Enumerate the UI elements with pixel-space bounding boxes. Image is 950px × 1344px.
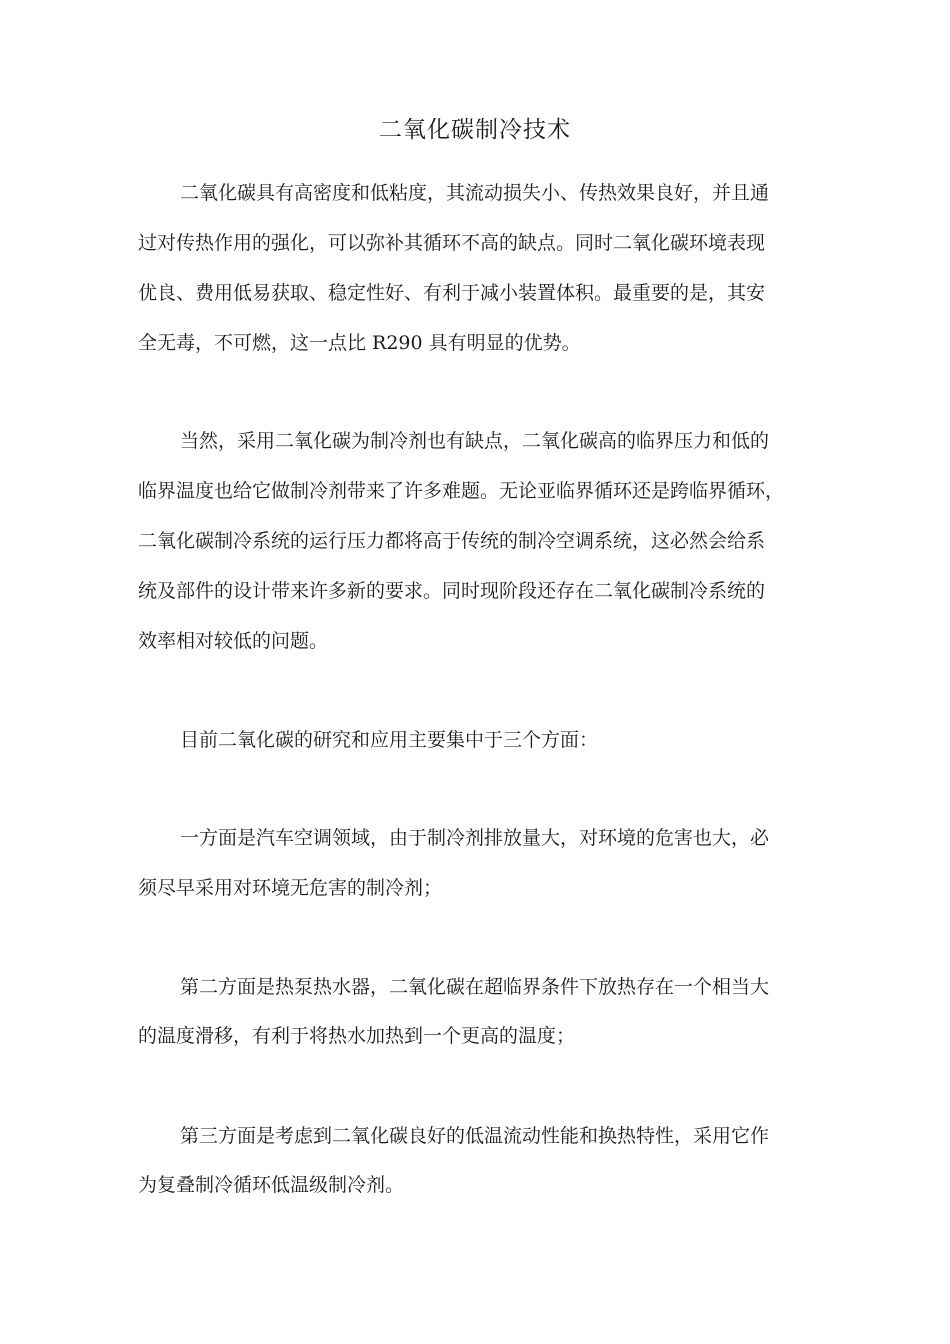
- paragraph-2-line-1: 当然，采用二氧化碳为制冷剂也有缺点，二氧化碳高的临界压力和低的: [180, 430, 770, 452]
- paragraph-5-line-2: 的温度滑移，有利于将热水加热到一个更高的温度；: [138, 1025, 576, 1047]
- paragraph-2-line-5: 效率相对较低的问题。: [138, 630, 329, 652]
- paragraph-1-line-4: 全无毒，不可燃，这一点比 R290 具有明显的优势。: [138, 332, 581, 354]
- paragraph-2-line-2: 临界温度也给它做制冷剂带来了许多难题。无论亚临界循环还是跨临界循环，: [138, 480, 785, 502]
- document-title: 二氧化碳制冷技术: [379, 117, 571, 143]
- paragraph-1-line-1: 二氧化碳具有高密度和低粘度，其流动损失小、传热效果良好，并且通: [180, 182, 770, 204]
- paragraph-4-line-2: 须尽早采用对环境无危害的制冷剂；: [138, 877, 443, 899]
- paragraph-1-line-2: 过对传热作用的强化，可以弥补其循环不高的缺点。同时二氧化碳环境表现: [138, 232, 766, 254]
- paragraph-5-line-1: 第二方面是热泵热水器，二氧化碳在超临界条件下放热存在一个相当大: [180, 976, 770, 998]
- paragraph-2-line-3: 二氧化碳制冷系统的运行压力都将高于传统的制冷空调系统，这必然会给系: [138, 530, 766, 552]
- paragraph-3-line-1: 目前二氧化碳的研究和应用主要集中于三个方面：: [180, 729, 599, 751]
- paragraph-1-line-3: 优良、费用低易获取、稳定性好、有利于减小装置体积。最重要的是，其安: [138, 282, 766, 304]
- paragraph-4-line-1: 一方面是汽车空调领域，由于制冷剂排放量大，对环境的危害也大，必: [180, 827, 770, 849]
- paragraph-6-line-2: 为复叠制冷循环低温级制冷剂。: [138, 1174, 405, 1196]
- paragraph-2-line-4: 统及部件的设计带来许多新的要求。同时现阶段还存在二氧化碳制冷系统的: [138, 580, 766, 602]
- paragraph-6-line-1: 第三方面是考虑到二氧化碳良好的低温流动性能和换热特性，采用它作: [180, 1125, 770, 1147]
